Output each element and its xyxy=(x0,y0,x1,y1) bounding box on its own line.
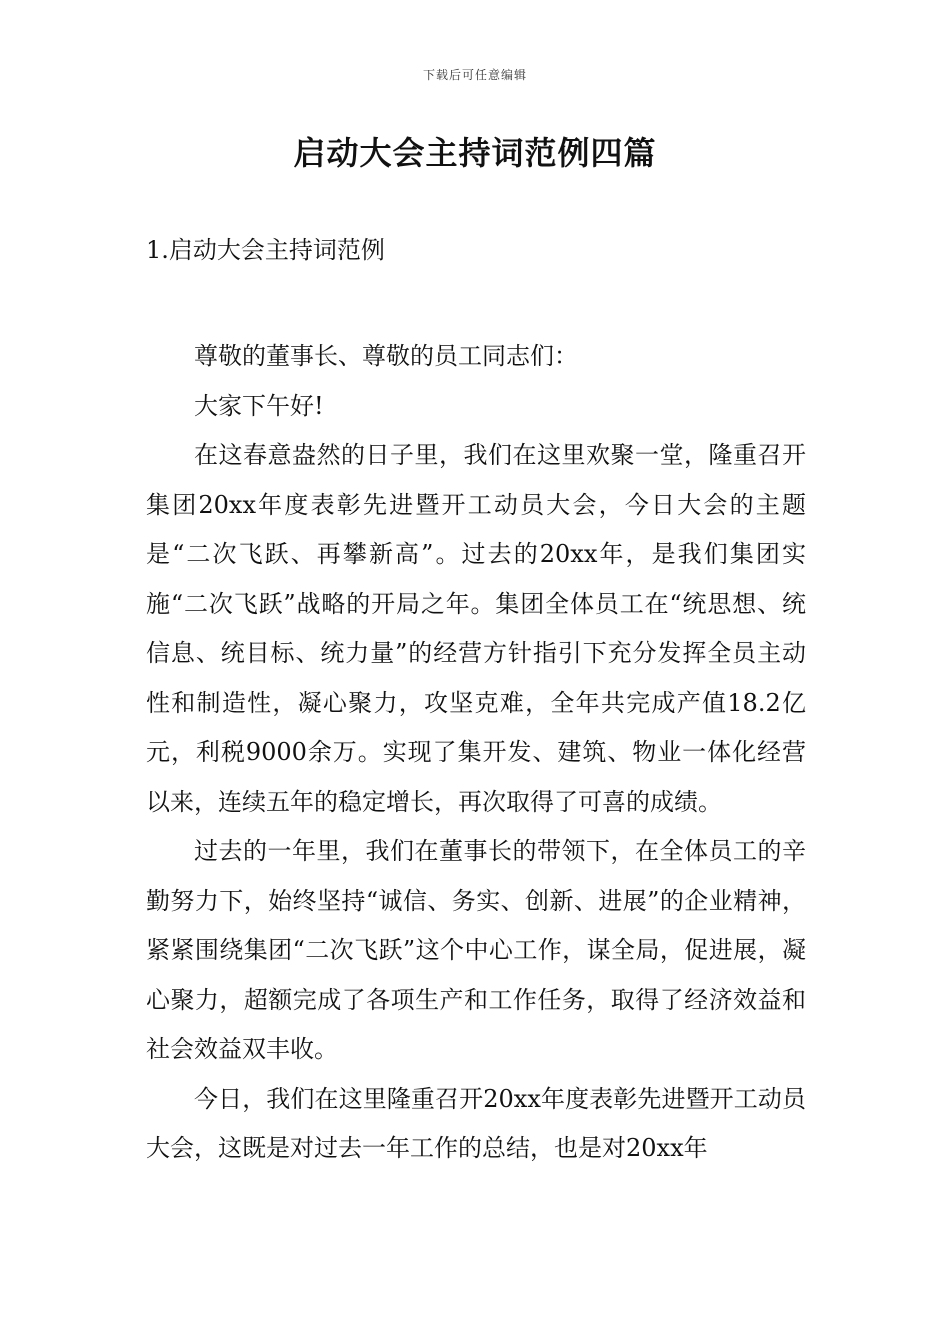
header-note: 下载后可任意编辑 xyxy=(422,68,527,82)
body-text xyxy=(146,332,806,1174)
paragraph-body: 今日，我们在这里隆重召开20xx年度表彰先进暨开工动员大会，这既是对过去一年工作的总结，也是对20xx年 xyxy=(146,1084,806,1162)
paragraph-greeting: 大家下午好! xyxy=(194,391,324,420)
paragraph-body: 过去的一年里，我们在董事长的带领下，在全体员工的辛勤努力下，始终坚持“诚信、务实、创新、进展”的企业精神，紧紧围绕集团“二次飞跃”这个中心工作，谋全局，促进展，凝心聚力，超额完成了各项生产和工作任务，取得了经济效益和社会效益双丰收。 xyxy=(146,837,806,1063)
document-title: 启动大会主持词范例四篇 xyxy=(293,134,657,172)
paragraph-salutation: 尊敬的董事长、尊敬的员工同志们： xyxy=(194,342,578,370)
paragraph-body: 在这春意盎然的日子里，我们在这里欢聚一堂，隆重召开集团20xx年度表彰先进暨开工动员大会，今日大会的主题是“二次飞跃、再攀新高”。过去的20xx年，是我们集团实施“二次飞跃”战略的开局之年。集团全体员工在“统思想、统信息、统目标、统力量”的经营方针指引下充分发挥全员主动性和制造性，凝心聚力，攻坚克难，全年共完成产值18.2亿元，利税9000余万。实现了集开发、建筑、物业一体化经营以来，连续五年的稳定增长，再次取得了可喜的成绩。 xyxy=(146,441,806,816)
section-heading: 1.启动大会主持词范例 xyxy=(146,236,385,264)
